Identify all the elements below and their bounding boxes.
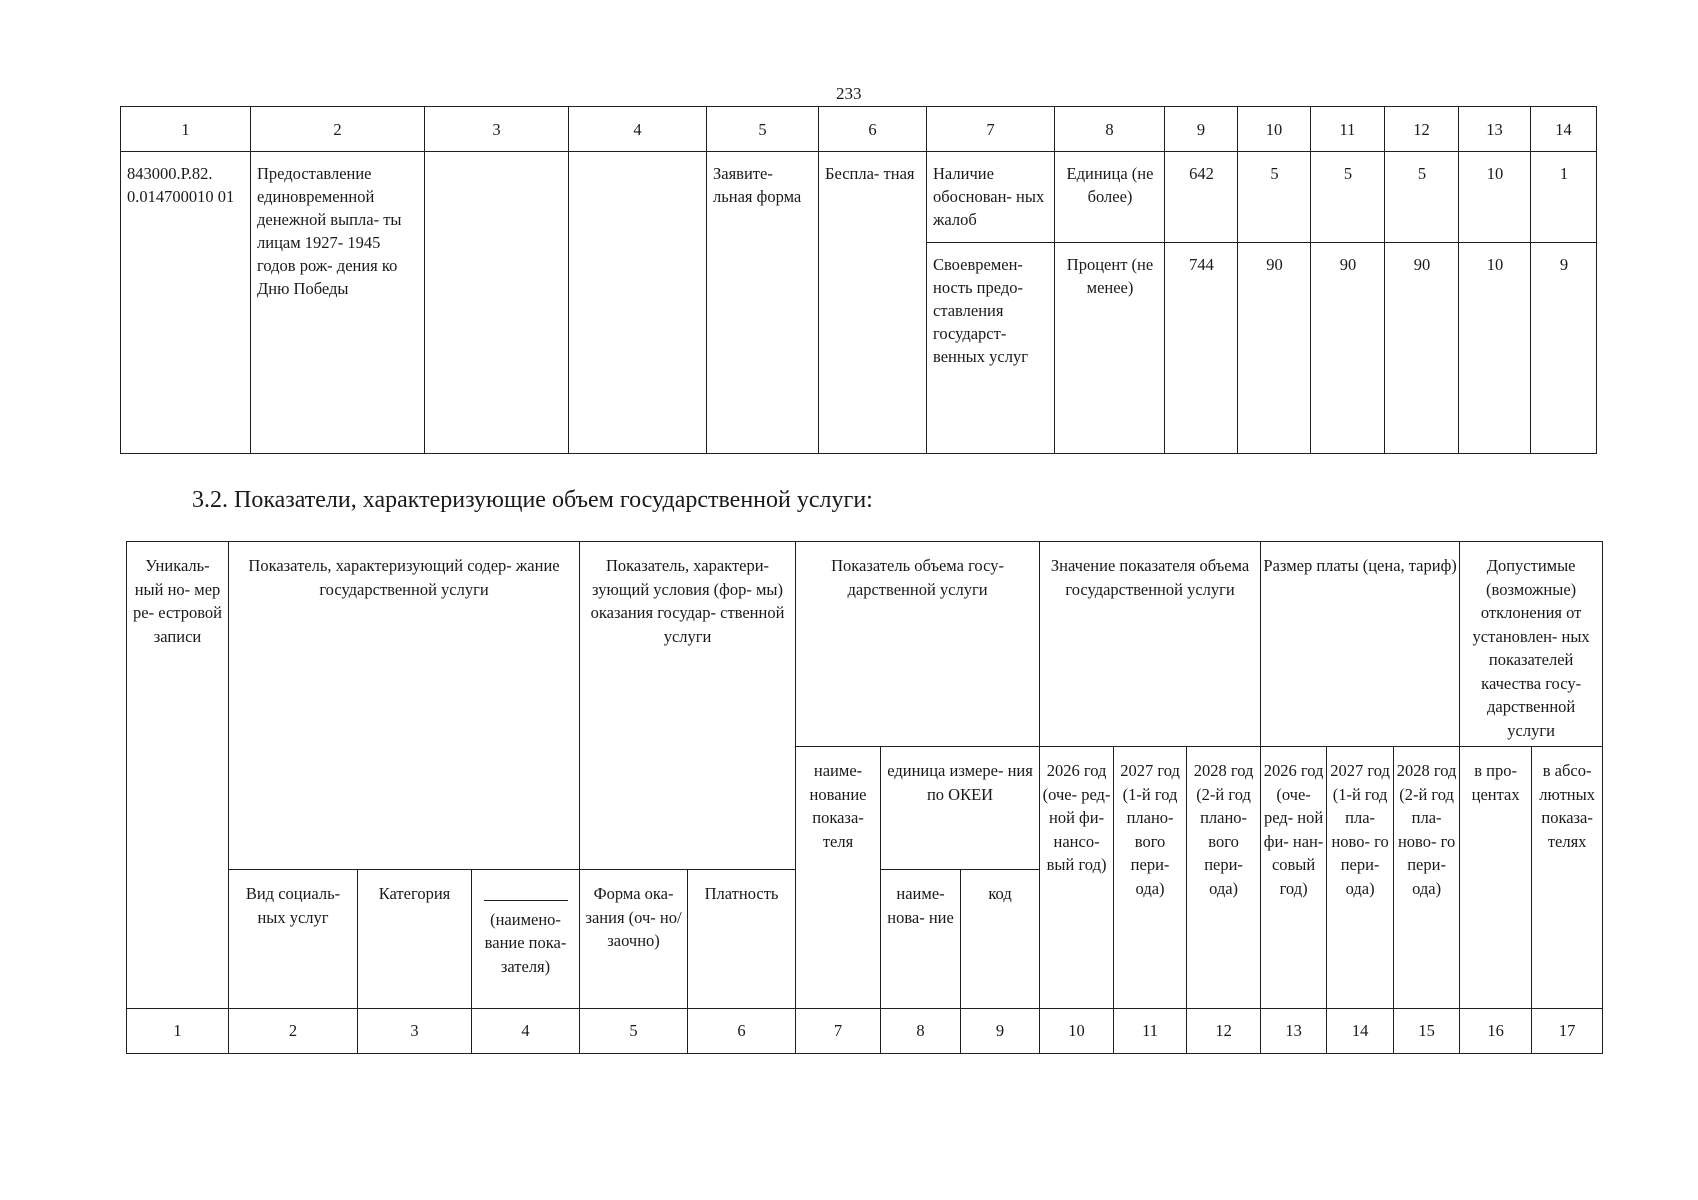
- header-in-absolute: в абсо- лютных показа- телях: [1532, 747, 1603, 1009]
- column-number: 6: [688, 1009, 796, 1054]
- column-number: 9: [1165, 107, 1238, 152]
- payment-type: Беспла- тная: [819, 152, 927, 454]
- column-number: 12: [1385, 107, 1459, 152]
- empty-cell: [569, 152, 707, 454]
- header-category: Категория: [358, 870, 472, 1009]
- column-number: 4: [472, 1009, 580, 1054]
- header-okei-code: код: [961, 870, 1040, 1009]
- column-number: 14: [1531, 107, 1597, 152]
- page-number: 233: [836, 84, 862, 103]
- volume-indicators-table: [126, 541, 1603, 1054]
- value-2028: 5: [1385, 152, 1459, 243]
- service-form: Заявите- льная форма: [707, 152, 819, 454]
- value-2027: 90: [1311, 243, 1385, 454]
- deviation-absolute: 9: [1531, 243, 1597, 454]
- column-number: 1: [127, 1009, 229, 1054]
- column-number: 5: [580, 1009, 688, 1054]
- header-unique-number: Уникаль- ный но- мер ре- естровой записи: [127, 542, 229, 1009]
- section-heading: 3.2. Показатели, характеризующие объем государственной услуги:: [192, 487, 873, 513]
- indicator-name: Своевремен- ность предо- ставления государст- венных услуг: [927, 243, 1055, 454]
- column-number: 3: [358, 1009, 472, 1054]
- header-volume-2028: 2028 год (2-й год плано- вого пери- ода): [1187, 747, 1261, 1009]
- header-fee: Размер платы (цена, тариф): [1261, 542, 1460, 747]
- column-number: 8: [881, 1009, 961, 1054]
- header-indicator-name: наиме- нование показа- теля: [796, 747, 881, 1009]
- unit-name: Процент (не менее): [1055, 243, 1165, 454]
- service-name: Предоставление единовременной денежной выпла- ты лицам 1927- 1945 годов рож- дения ко Дню Победы: [251, 152, 425, 454]
- blank-indicator-line: [484, 880, 568, 901]
- empty-cell: [425, 152, 569, 454]
- column-number: 10: [1040, 1009, 1114, 1054]
- column-number: 7: [927, 107, 1055, 152]
- column-number: 5: [707, 107, 819, 152]
- unnamed-indicator-caption: (наимено- вание пока- зателя): [484, 909, 567, 976]
- column-number: 2: [229, 1009, 358, 1054]
- header-okei-name: наиме- нова- ние: [881, 870, 961, 1009]
- column-number: 17: [1532, 1009, 1603, 1054]
- quality-indicators-table: [120, 106, 1597, 454]
- value-2027: 5: [1311, 152, 1385, 243]
- header-service-form: Форма ока- зания (оч- но/заочно): [580, 870, 688, 1009]
- column-number: 7: [796, 1009, 881, 1054]
- header-payment: Платность: [688, 870, 796, 1009]
- indicator-name: Наличие обоснован- ных жалоб: [927, 152, 1055, 243]
- header-conditions-indicator: Показатель, характери- зующий условия (фор- мы) оказания государ- ственной услуги: [580, 542, 796, 870]
- header-content-indicator: Показатель, характеризующий содер- жание государственной услуги: [229, 542, 580, 870]
- column-number: 13: [1261, 1009, 1327, 1054]
- header-volume-2026: 2026 год (оче- ред- ной фи- нансо- вый год): [1040, 747, 1114, 1009]
- column-number: 3: [425, 107, 569, 152]
- header-volume-value: Значение показателя объема государственной услуги: [1040, 542, 1261, 747]
- value-2026: 90: [1238, 243, 1311, 454]
- value-2028: 90: [1385, 243, 1459, 454]
- column-number: 14: [1327, 1009, 1394, 1054]
- deviation-absolute: 1: [1531, 152, 1597, 243]
- header-okei-unit: единица измере- ния по ОКЕИ: [881, 747, 1040, 870]
- column-number: 9: [961, 1009, 1040, 1054]
- table-row: [121, 152, 1597, 243]
- header-unnamed-indicator: [472, 870, 580, 1009]
- header-allowed-deviation: Допустимые (возможные) отклонения от установлен- ных показателей качества госу- дарственной услуги: [1460, 542, 1603, 747]
- column-number: 10: [1238, 107, 1311, 152]
- header-fee-2028: 2028 год (2-й год пла- ново- го пери- ода): [1394, 747, 1460, 1009]
- column-number: 1: [121, 107, 251, 152]
- column-number: 11: [1114, 1009, 1187, 1054]
- deviation-percent: 10: [1459, 152, 1531, 243]
- column-number: 11: [1311, 107, 1385, 152]
- column-number: 4: [569, 107, 707, 152]
- column-number: 12: [1187, 1009, 1261, 1054]
- column-number: 8: [1055, 107, 1165, 152]
- header-social-service-type: Вид социаль- ных услуг: [229, 870, 358, 1009]
- value-2026: 5: [1238, 152, 1311, 243]
- header-fee-2026: 2026 год (оче- ред- ной фи- нан- совый год): [1261, 747, 1327, 1009]
- column-number: 13: [1459, 107, 1531, 152]
- header-in-percent: в про- центах: [1460, 747, 1532, 1009]
- column-number: 6: [819, 107, 927, 152]
- okei-code: 642: [1165, 152, 1238, 243]
- registry-number: 843000.Р.82. 0.014700010 01: [121, 152, 251, 454]
- column-number: 15: [1394, 1009, 1460, 1054]
- deviation-percent: 10: [1459, 243, 1531, 454]
- column-number: 2: [251, 107, 425, 152]
- header-volume-2027: 2027 год (1-й год плано- вого пери- ода): [1114, 747, 1187, 1009]
- column-number: 16: [1460, 1009, 1532, 1054]
- unit-name: Единица (не более): [1055, 152, 1165, 243]
- header-fee-2027: 2027 год (1-й год пла- ново- го пери- ода): [1327, 747, 1394, 1009]
- header-volume-indicator: Показатель объема госу- дарственной услуги: [796, 542, 1040, 747]
- okei-code: 744: [1165, 243, 1238, 454]
